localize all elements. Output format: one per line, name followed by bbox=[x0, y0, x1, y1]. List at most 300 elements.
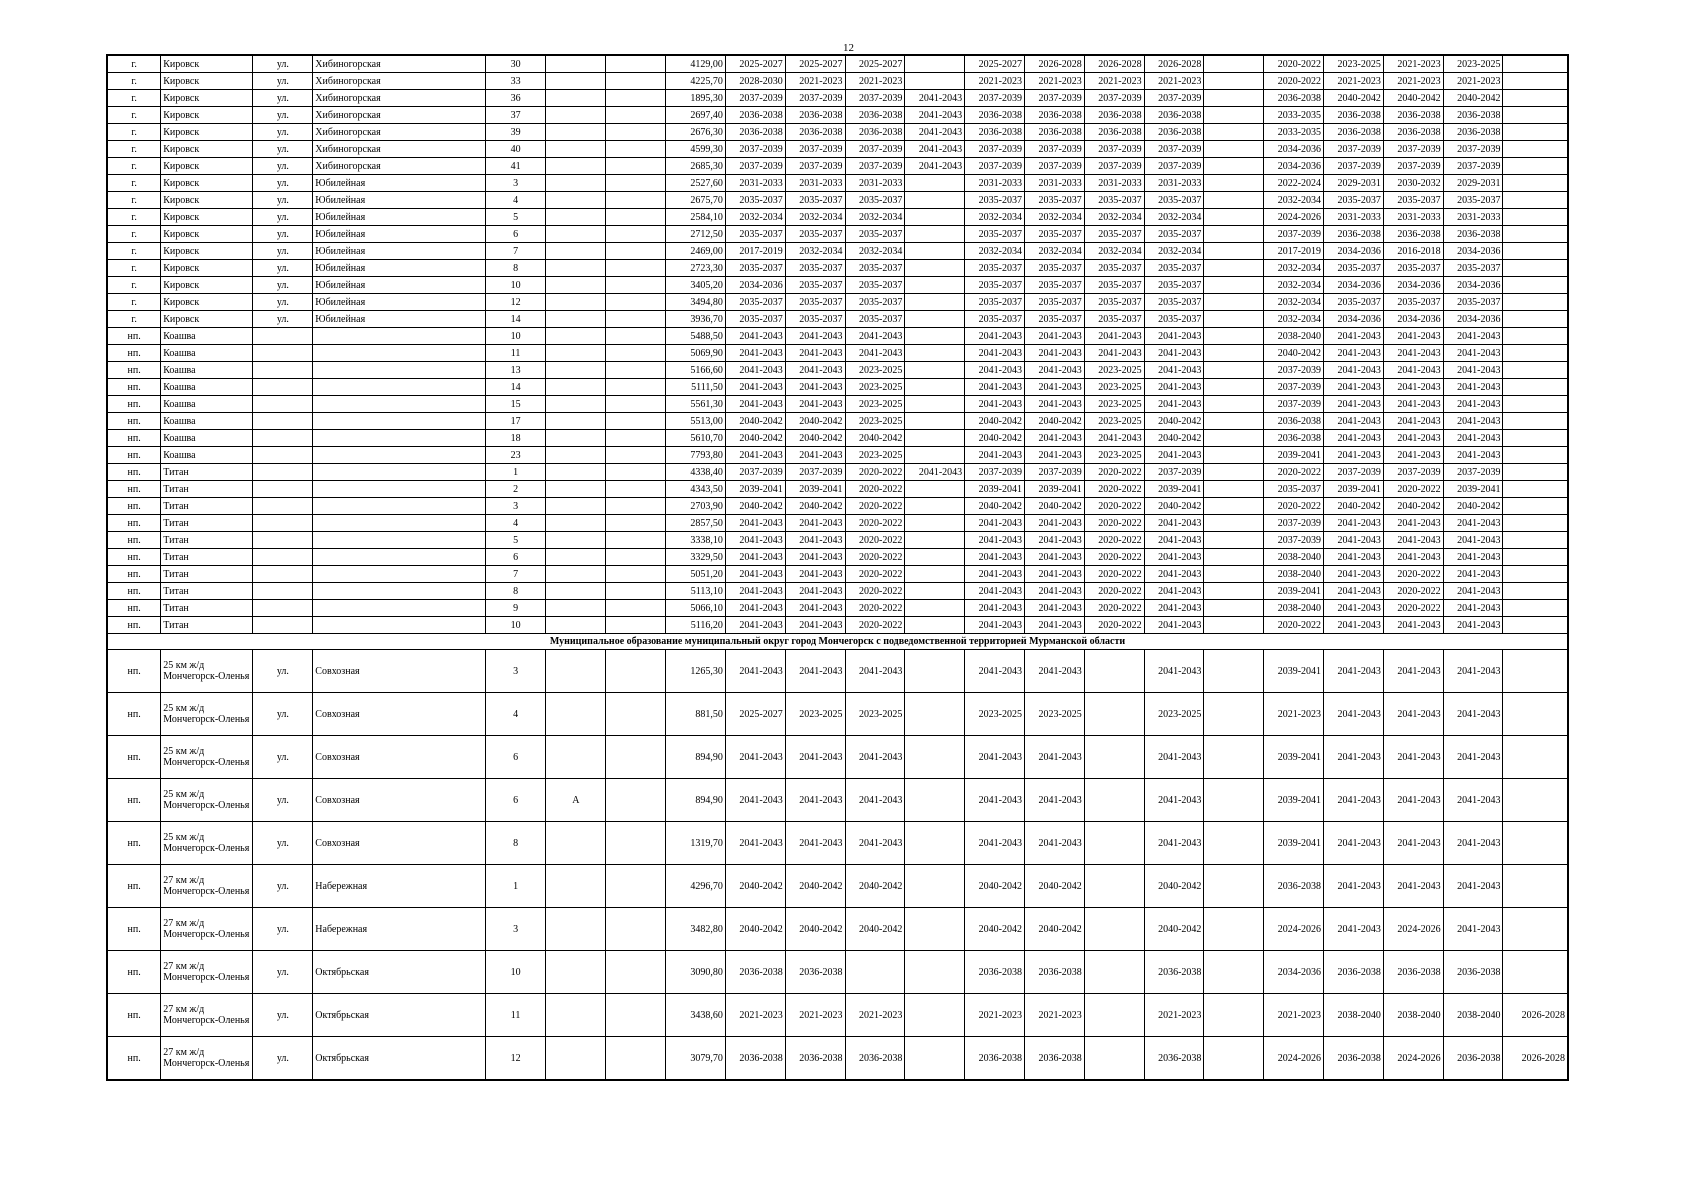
cell-plan-2: 2041-2043 bbox=[785, 532, 845, 549]
cell-plan-10: 2037-2039 bbox=[1264, 362, 1324, 379]
cell-plan-5: 2037-2039 bbox=[965, 464, 1025, 481]
cell-plan-8: 2036-2038 bbox=[1144, 124, 1204, 141]
cell-plan-8: 2041-2043 bbox=[1144, 396, 1204, 413]
cell-plan-2: 2036-2038 bbox=[785, 124, 845, 141]
cell-lit bbox=[606, 243, 666, 260]
cell-settle: Титан bbox=[161, 515, 253, 532]
cell-plan-5: 2040-2042 bbox=[965, 430, 1025, 447]
cell-plan-10: 2020-2022 bbox=[1264, 73, 1324, 90]
cell-korp bbox=[546, 107, 606, 124]
cell-plan-2: 2035-2037 bbox=[785, 311, 845, 328]
cell-plan-1: 2041-2043 bbox=[725, 650, 785, 693]
cell-plan-1: 2037-2039 bbox=[725, 158, 785, 175]
cell-plan-4: 2041-2043 bbox=[905, 124, 965, 141]
cell-plan-13: 2031-2033 bbox=[1443, 209, 1503, 226]
cell-lit bbox=[606, 396, 666, 413]
cell-korp bbox=[546, 141, 606, 158]
cell-plan-11: 2023-2025 bbox=[1324, 55, 1384, 73]
cell-plan-2: 2036-2038 bbox=[785, 107, 845, 124]
cell-plan-7: 2020-2022 bbox=[1084, 617, 1144, 634]
cell-plan-10: 2024-2026 bbox=[1264, 209, 1324, 226]
cell-plan-12: 2041-2043 bbox=[1383, 736, 1443, 779]
cell-plan-6: 2021-2023 bbox=[1024, 994, 1084, 1037]
cell-plan-14: 2026-2028 bbox=[1503, 1037, 1568, 1081]
cell-plan-6: 2041-2043 bbox=[1024, 328, 1084, 345]
cell-korp bbox=[546, 617, 606, 634]
cell-plan-5: 2041-2043 bbox=[965, 532, 1025, 549]
cell-house: 7 bbox=[485, 243, 546, 260]
cell-plan-4 bbox=[905, 736, 965, 779]
cell-street-type bbox=[253, 481, 313, 498]
cell-plan-11: 2037-2039 bbox=[1324, 158, 1384, 175]
cell-settle: 25 км ж/д Мончегорск-Оленья bbox=[161, 650, 253, 693]
cell-plan-4 bbox=[905, 396, 965, 413]
cell-plan-9 bbox=[1204, 566, 1264, 583]
cell-area: 3090,80 bbox=[666, 951, 726, 994]
cell-street bbox=[313, 481, 485, 498]
cell-lit bbox=[606, 600, 666, 617]
cell-house: 9 bbox=[485, 600, 546, 617]
table-row bbox=[107, 583, 1568, 600]
cell-plan-1: 2036-2038 bbox=[725, 107, 785, 124]
cell-street: Октябрьская bbox=[313, 951, 485, 994]
cell-street: Хибиногорская bbox=[313, 158, 485, 175]
cell-settle: Титан bbox=[161, 617, 253, 634]
cell-plan-8: 2036-2038 bbox=[1144, 1037, 1204, 1081]
cell-plan-12: 2041-2043 bbox=[1383, 549, 1443, 566]
table-row bbox=[107, 865, 1568, 908]
cell-plan-7: 2020-2022 bbox=[1084, 600, 1144, 617]
cell-plan-1: 2041-2043 bbox=[725, 362, 785, 379]
cell-plan-12: 2020-2022 bbox=[1383, 600, 1443, 617]
cell-korp bbox=[546, 650, 606, 693]
cell-korp bbox=[546, 362, 606, 379]
cell-plan-4 bbox=[905, 175, 965, 192]
cell-plan-12: 2041-2043 bbox=[1383, 362, 1443, 379]
cell-street-type: ул. bbox=[253, 779, 313, 822]
cell-plan-7: 2036-2038 bbox=[1084, 107, 1144, 124]
cell-plan-11: 2040-2042 bbox=[1324, 90, 1384, 107]
cell-plan-5: 2035-2037 bbox=[965, 192, 1025, 209]
cell-korp bbox=[546, 822, 606, 865]
cell-street-type: ул. bbox=[253, 226, 313, 243]
cell-lit bbox=[606, 328, 666, 345]
cell-plan-10: 2020-2022 bbox=[1264, 464, 1324, 481]
cell-plan-2: 2041-2043 bbox=[785, 328, 845, 345]
cell-street-type: ул. bbox=[253, 158, 313, 175]
cell-plan-7: 2023-2025 bbox=[1084, 362, 1144, 379]
cell-plan-1: 2025-2027 bbox=[725, 693, 785, 736]
cell-plan-7: 2041-2043 bbox=[1084, 345, 1144, 362]
cell-plan-12: 2037-2039 bbox=[1383, 141, 1443, 158]
cell-plan-1: 2041-2043 bbox=[725, 345, 785, 362]
cell-plan-9 bbox=[1204, 396, 1264, 413]
cell-lit bbox=[606, 498, 666, 515]
cell-plan-12: 2041-2043 bbox=[1383, 515, 1443, 532]
table-row bbox=[107, 1037, 1568, 1081]
cell-settle: 27 км ж/д Мончегорск-Оленья bbox=[161, 1037, 253, 1081]
cell-plan-3: 2040-2042 bbox=[845, 865, 905, 908]
table-row bbox=[107, 124, 1568, 141]
cell-lit bbox=[606, 430, 666, 447]
cell-plan-14 bbox=[1503, 532, 1568, 549]
cell-plan-11: 2036-2038 bbox=[1324, 1037, 1384, 1081]
cell-plan-1: 2035-2037 bbox=[725, 294, 785, 311]
cell-plan-4 bbox=[905, 779, 965, 822]
cell-plan-1: 2041-2043 bbox=[725, 822, 785, 865]
cell-plan-2: 2041-2043 bbox=[785, 549, 845, 566]
cell-plan-14 bbox=[1503, 141, 1568, 158]
cell-type: нп. bbox=[107, 1037, 161, 1081]
cell-plan-14 bbox=[1503, 90, 1568, 107]
cell-plan-10: 2038-2040 bbox=[1264, 566, 1324, 583]
cell-plan-13: 2037-2039 bbox=[1443, 158, 1503, 175]
cell-plan-6: 2037-2039 bbox=[1024, 90, 1084, 107]
cell-plan-10: 2038-2040 bbox=[1264, 549, 1324, 566]
cell-type: г. bbox=[107, 243, 161, 260]
cell-plan-6: 2041-2043 bbox=[1024, 396, 1084, 413]
cell-plan-1: 2036-2038 bbox=[725, 124, 785, 141]
cell-plan-5: 2041-2043 bbox=[965, 736, 1025, 779]
cell-street-type bbox=[253, 600, 313, 617]
housing-register-table bbox=[106, 54, 1569, 1081]
cell-plan-12: 2041-2043 bbox=[1383, 650, 1443, 693]
table-row bbox=[107, 243, 1568, 260]
cell-plan-11: 2041-2043 bbox=[1324, 515, 1384, 532]
cell-plan-10: 2036-2038 bbox=[1264, 413, 1324, 430]
cell-house: 33 bbox=[485, 73, 546, 90]
cell-plan-3: 2020-2022 bbox=[845, 532, 905, 549]
cell-area: 4296,70 bbox=[666, 865, 726, 908]
cell-street-type bbox=[253, 379, 313, 396]
cell-street: Юбилейная bbox=[313, 311, 485, 328]
cell-plan-8: 2041-2043 bbox=[1144, 822, 1204, 865]
cell-plan-14 bbox=[1503, 226, 1568, 243]
table-row bbox=[107, 192, 1568, 209]
cell-street: Совхозная bbox=[313, 650, 485, 693]
cell-plan-13: 2041-2043 bbox=[1443, 396, 1503, 413]
cell-plan-11: 2040-2042 bbox=[1324, 498, 1384, 515]
cell-plan-3: 2020-2022 bbox=[845, 566, 905, 583]
cell-plan-12: 2036-2038 bbox=[1383, 124, 1443, 141]
cell-house: 8 bbox=[485, 260, 546, 277]
cell-plan-3: 2020-2022 bbox=[845, 600, 905, 617]
table-row bbox=[107, 951, 1568, 994]
cell-plan-3: 2041-2043 bbox=[845, 345, 905, 362]
cell-street-type bbox=[253, 362, 313, 379]
cell-street-type: ул. bbox=[253, 124, 313, 141]
cell-street-type bbox=[253, 617, 313, 634]
cell-plan-4 bbox=[905, 994, 965, 1037]
cell-plan-9 bbox=[1204, 107, 1264, 124]
cell-plan-2: 2032-2034 bbox=[785, 243, 845, 260]
cell-area: 5166,60 bbox=[666, 362, 726, 379]
cell-korp bbox=[546, 532, 606, 549]
cell-settle: Кировск bbox=[161, 311, 253, 328]
cell-plan-4 bbox=[905, 865, 965, 908]
cell-street-type bbox=[253, 566, 313, 583]
cell-plan-4 bbox=[905, 243, 965, 260]
cell-plan-1: 2017-2019 bbox=[725, 243, 785, 260]
cell-plan-14 bbox=[1503, 311, 1568, 328]
cell-type: нп. bbox=[107, 736, 161, 779]
cell-settle: Коашва bbox=[161, 447, 253, 464]
table-row bbox=[107, 328, 1568, 345]
cell-plan-11: 2021-2023 bbox=[1324, 73, 1384, 90]
cell-plan-5: 2041-2043 bbox=[965, 617, 1025, 634]
cell-plan-10: 2032-2034 bbox=[1264, 192, 1324, 209]
cell-area: 4225,70 bbox=[666, 73, 726, 90]
cell-street: Хибиногорская bbox=[313, 141, 485, 158]
cell-plan-11: 2041-2043 bbox=[1324, 736, 1384, 779]
cell-plan-3: 2041-2043 bbox=[845, 736, 905, 779]
cell-plan-12: 2041-2043 bbox=[1383, 865, 1443, 908]
cell-plan-5: 2041-2043 bbox=[965, 362, 1025, 379]
cell-type: нп. bbox=[107, 600, 161, 617]
cell-settle: Кировск bbox=[161, 175, 253, 192]
table-row bbox=[107, 515, 1568, 532]
cell-korp bbox=[546, 498, 606, 515]
table-row bbox=[107, 464, 1568, 481]
cell-plan-9 bbox=[1204, 693, 1264, 736]
cell-area: 3482,80 bbox=[666, 908, 726, 951]
cell-plan-8: 2036-2038 bbox=[1144, 107, 1204, 124]
cell-type: г. bbox=[107, 175, 161, 192]
cell-lit bbox=[606, 413, 666, 430]
cell-plan-8: 2040-2042 bbox=[1144, 430, 1204, 447]
cell-type: нп. bbox=[107, 693, 161, 736]
cell-plan-9 bbox=[1204, 345, 1264, 362]
cell-plan-10: 2020-2022 bbox=[1264, 498, 1324, 515]
cell-plan-10: 2037-2039 bbox=[1264, 379, 1324, 396]
cell-area: 5488,50 bbox=[666, 328, 726, 345]
cell-plan-12: 2020-2022 bbox=[1383, 481, 1443, 498]
cell-plan-8: 2041-2043 bbox=[1144, 532, 1204, 549]
cell-plan-6: 2035-2037 bbox=[1024, 277, 1084, 294]
cell-house: 4 bbox=[485, 693, 546, 736]
cell-area: 5116,20 bbox=[666, 617, 726, 634]
cell-street: Юбилейная bbox=[313, 243, 485, 260]
cell-plan-8: 2040-2042 bbox=[1144, 413, 1204, 430]
cell-settle: Кировск bbox=[161, 243, 253, 260]
cell-street: Совхозная bbox=[313, 693, 485, 736]
cell-plan-2: 2040-2042 bbox=[785, 865, 845, 908]
cell-plan-12: 2020-2022 bbox=[1383, 583, 1443, 600]
cell-area: 2712,50 bbox=[666, 226, 726, 243]
cell-area: 3494,80 bbox=[666, 294, 726, 311]
cell-plan-3: 2041-2043 bbox=[845, 650, 905, 693]
cell-plan-6: 2041-2043 bbox=[1024, 583, 1084, 600]
cell-street-type: ул. bbox=[253, 243, 313, 260]
cell-plan-3: 2037-2039 bbox=[845, 158, 905, 175]
cell-plan-9 bbox=[1204, 226, 1264, 243]
cell-plan-8: 2037-2039 bbox=[1144, 141, 1204, 158]
cell-plan-2: 2041-2043 bbox=[785, 583, 845, 600]
cell-plan-4 bbox=[905, 908, 965, 951]
cell-plan-4 bbox=[905, 447, 965, 464]
cell-type: нп. bbox=[107, 583, 161, 600]
cell-settle: Кировск bbox=[161, 158, 253, 175]
section-row-group bbox=[107, 634, 1568, 650]
cell-plan-10: 2039-2041 bbox=[1264, 650, 1324, 693]
cell-plan-1: 2032-2034 bbox=[725, 209, 785, 226]
monchegorsk-rows bbox=[107, 650, 1568, 1081]
cell-korp: А bbox=[546, 779, 606, 822]
cell-plan-10: 2039-2041 bbox=[1264, 822, 1324, 865]
cell-plan-13: 2036-2038 bbox=[1443, 124, 1503, 141]
cell-area: 3936,70 bbox=[666, 311, 726, 328]
cell-type: нп. bbox=[107, 515, 161, 532]
cell-plan-14 bbox=[1503, 345, 1568, 362]
cell-plan-12: 2024-2026 bbox=[1383, 1037, 1443, 1081]
cell-house: 7 bbox=[485, 566, 546, 583]
cell-plan-11: 2034-2036 bbox=[1324, 277, 1384, 294]
cell-plan-5: 2036-2038 bbox=[965, 1037, 1025, 1081]
cell-plan-2: 2041-2043 bbox=[785, 379, 845, 396]
cell-plan-5: 2023-2025 bbox=[965, 693, 1025, 736]
cell-plan-12: 2038-2040 bbox=[1383, 994, 1443, 1037]
cell-plan-10: 2020-2022 bbox=[1264, 55, 1324, 73]
cell-lit bbox=[606, 311, 666, 328]
cell-plan-14 bbox=[1503, 124, 1568, 141]
cell-plan-4: 2041-2043 bbox=[905, 141, 965, 158]
cell-street: Юбилейная bbox=[313, 294, 485, 311]
cell-lit bbox=[606, 55, 666, 73]
cell-plan-7: 2020-2022 bbox=[1084, 532, 1144, 549]
cell-street: Юбилейная bbox=[313, 226, 485, 243]
cell-plan-10: 2017-2019 bbox=[1264, 243, 1324, 260]
cell-plan-1: 2041-2043 bbox=[725, 779, 785, 822]
cell-plan-1: 2041-2043 bbox=[725, 379, 785, 396]
cell-lit bbox=[606, 532, 666, 549]
cell-plan-1: 2040-2042 bbox=[725, 908, 785, 951]
cell-plan-9 bbox=[1204, 362, 1264, 379]
cell-korp bbox=[546, 158, 606, 175]
cell-plan-8: 2040-2042 bbox=[1144, 908, 1204, 951]
cell-plan-7: 2031-2033 bbox=[1084, 175, 1144, 192]
table-row bbox=[107, 617, 1568, 634]
cell-plan-2: 2041-2043 bbox=[785, 779, 845, 822]
cell-type: г. bbox=[107, 73, 161, 90]
cell-plan-5: 2035-2037 bbox=[965, 294, 1025, 311]
cell-plan-5: 2032-2034 bbox=[965, 209, 1025, 226]
cell-plan-9 bbox=[1204, 243, 1264, 260]
cell-plan-6: 2041-2043 bbox=[1024, 515, 1084, 532]
cell-plan-11: 2029-2031 bbox=[1324, 175, 1384, 192]
cell-lit bbox=[606, 362, 666, 379]
cell-settle: Кировск bbox=[161, 294, 253, 311]
cell-plan-10: 2033-2035 bbox=[1264, 124, 1324, 141]
cell-area: 2676,30 bbox=[666, 124, 726, 141]
cell-street-type: ул. bbox=[253, 141, 313, 158]
cell-korp bbox=[546, 226, 606, 243]
cell-plan-3: 2023-2025 bbox=[845, 362, 905, 379]
cell-plan-4 bbox=[905, 379, 965, 396]
cell-type: нп. bbox=[107, 532, 161, 549]
cell-area: 4338,40 bbox=[666, 464, 726, 481]
cell-plan-10: 2024-2026 bbox=[1264, 1037, 1324, 1081]
table-row bbox=[107, 549, 1568, 566]
cell-plan-8: 2040-2042 bbox=[1144, 498, 1204, 515]
cell-settle: Титан bbox=[161, 532, 253, 549]
cell-korp bbox=[546, 260, 606, 277]
cell-house: 11 bbox=[485, 345, 546, 362]
cell-plan-13: 2041-2043 bbox=[1443, 515, 1503, 532]
cell-plan-12: 2041-2043 bbox=[1383, 430, 1443, 447]
cell-street: Хибиногорская bbox=[313, 107, 485, 124]
cell-plan-10: 2037-2039 bbox=[1264, 226, 1324, 243]
cell-plan-7: 2035-2037 bbox=[1084, 192, 1144, 209]
cell-plan-13: 2041-2043 bbox=[1443, 345, 1503, 362]
cell-korp bbox=[546, 413, 606, 430]
cell-plan-14 bbox=[1503, 73, 1568, 90]
cell-area: 4343,50 bbox=[666, 481, 726, 498]
cell-plan-2: 2041-2043 bbox=[785, 617, 845, 634]
cell-plan-11: 2041-2043 bbox=[1324, 532, 1384, 549]
cell-plan-3: 2020-2022 bbox=[845, 549, 905, 566]
cell-plan-9 bbox=[1204, 192, 1264, 209]
cell-plan-14 bbox=[1503, 736, 1568, 779]
cell-korp bbox=[546, 481, 606, 498]
cell-type: нп. bbox=[107, 951, 161, 994]
table-row bbox=[107, 107, 1568, 124]
cell-plan-12: 2021-2023 bbox=[1383, 73, 1443, 90]
cell-plan-2: 2035-2037 bbox=[785, 294, 845, 311]
cell-plan-11: 2038-2040 bbox=[1324, 994, 1384, 1037]
cell-area: 5561,30 bbox=[666, 396, 726, 413]
cell-street: Хибиногорская bbox=[313, 90, 485, 107]
cell-plan-14 bbox=[1503, 294, 1568, 311]
cell-house: 12 bbox=[485, 294, 546, 311]
cell-plan-13: 2029-2031 bbox=[1443, 175, 1503, 192]
cell-plan-6: 2041-2043 bbox=[1024, 532, 1084, 549]
cell-type: г. bbox=[107, 107, 161, 124]
cell-plan-11: 2041-2043 bbox=[1324, 549, 1384, 566]
cell-plan-7: 2020-2022 bbox=[1084, 549, 1144, 566]
cell-plan-12: 2041-2043 bbox=[1383, 822, 1443, 865]
cell-street-type: ул. bbox=[253, 951, 313, 994]
cell-plan-6: 2041-2043 bbox=[1024, 379, 1084, 396]
cell-plan-6: 2035-2037 bbox=[1024, 311, 1084, 328]
cell-plan-5: 2040-2042 bbox=[965, 498, 1025, 515]
cell-settle: Коашва bbox=[161, 413, 253, 430]
cell-type: нп. bbox=[107, 994, 161, 1037]
cell-plan-6: 2037-2039 bbox=[1024, 158, 1084, 175]
cell-plan-4 bbox=[905, 55, 965, 73]
cell-settle: 27 км ж/д Мончегорск-Оленья bbox=[161, 994, 253, 1037]
cell-plan-12: 2037-2039 bbox=[1383, 464, 1443, 481]
cell-plan-4 bbox=[905, 328, 965, 345]
cell-type: г. bbox=[107, 141, 161, 158]
cell-plan-9 bbox=[1204, 1037, 1264, 1081]
cell-plan-12: 2020-2022 bbox=[1383, 566, 1443, 583]
cell-plan-9 bbox=[1204, 481, 1264, 498]
cell-korp bbox=[546, 515, 606, 532]
cell-plan-14 bbox=[1503, 413, 1568, 430]
cell-house: 4 bbox=[485, 515, 546, 532]
cell-plan-3: 2041-2043 bbox=[845, 779, 905, 822]
cell-street-type: ул. bbox=[253, 908, 313, 951]
cell-street-type: ул. bbox=[253, 294, 313, 311]
table-row bbox=[107, 90, 1568, 107]
cell-area: 1319,70 bbox=[666, 822, 726, 865]
cell-street: Юбилейная bbox=[313, 209, 485, 226]
table-row bbox=[107, 226, 1568, 243]
cell-plan-6: 2023-2025 bbox=[1024, 693, 1084, 736]
cell-plan-13: 2035-2037 bbox=[1443, 192, 1503, 209]
cell-plan-1: 2041-2043 bbox=[725, 328, 785, 345]
cell-plan-7: 2035-2037 bbox=[1084, 277, 1144, 294]
